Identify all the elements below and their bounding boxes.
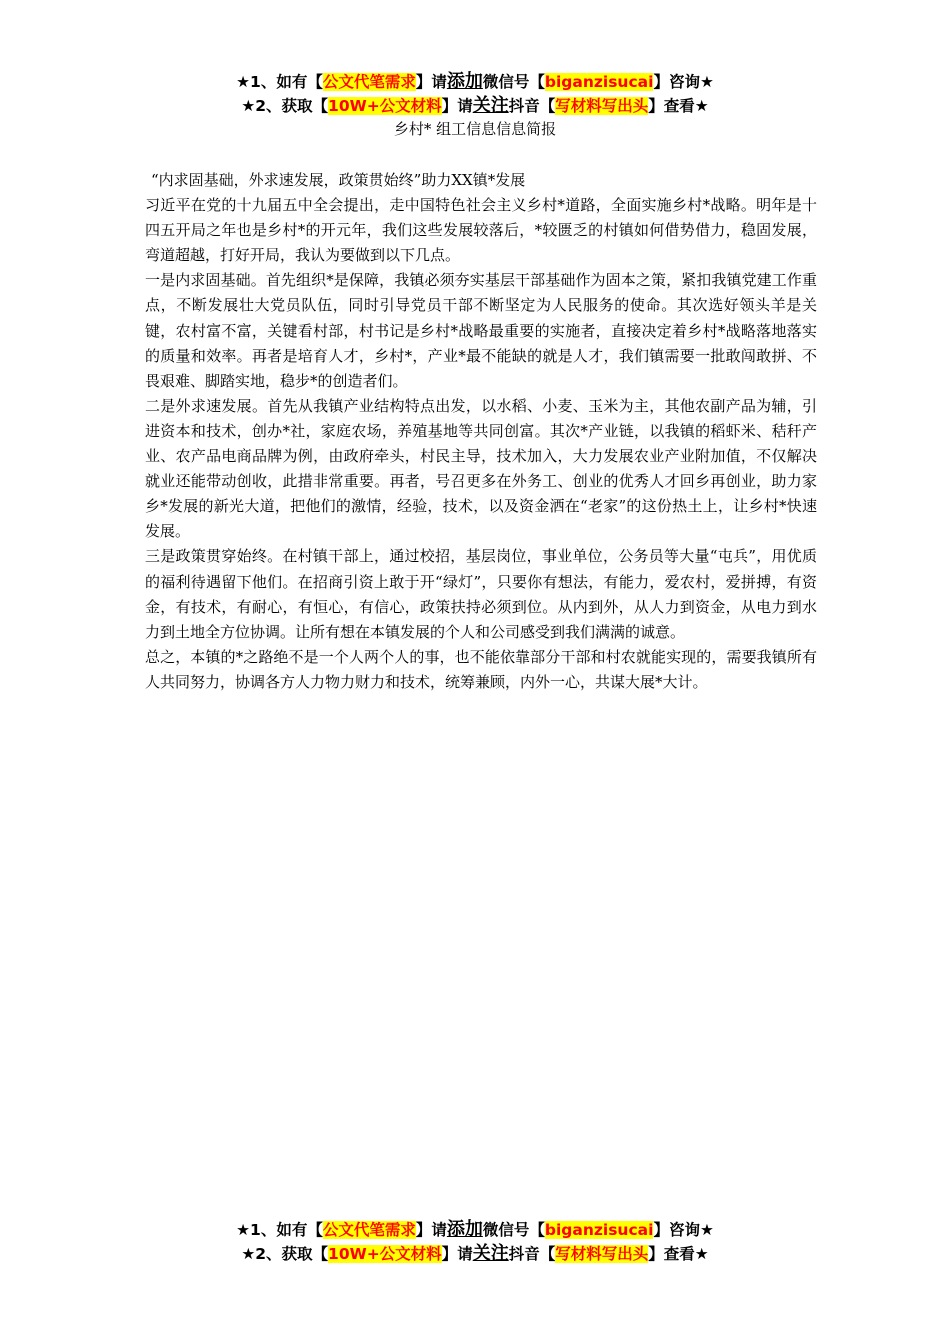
banner-highlight: biganzisucai <box>544 1221 654 1239</box>
banner-emphasis: 添加 <box>446 1219 483 1240</box>
banner-emphasis: 关注 <box>472 95 509 116</box>
body-paragraph: 一是内求固基础。首先组织*是保障，我镇必须夯实基层干部基础作为固本之策，紧扣我镇党建工作重点，不断发展壮大党员队伍，同时引导党员干部不断坚定为人民服务的使命。其次选好领头羊是关键，农村富不富，关键看村部，村书记是乡村*战略最重要的实施者，直接决定着乡村*战略落地落实的质量和效率。再者是培育人才，乡村*，产业*最不能缺的就是人才，我们镇需要一批敢闯敢拼、不畏艰难、脚踏实地，稳步*的创造者们。 <box>145 271 817 390</box>
document-title: 乡村* 组工信息信息简报 <box>393 120 557 138</box>
banner-highlight: 10W+公文材料 <box>328 97 442 115</box>
banner-highlight: 公文代笔需求 <box>322 73 416 91</box>
banner-line-2 <box>0 94 950 118</box>
body-paragraph: 习近平在党的十九届五中全会提出，走中国特色社会主义乡村*道路，全面实施乡村*战略。明年是十四五开局之年也是乡村*的开元年，我们这些发展较落后，*较匮乏的村镇如何借势借力，稳固发展，弯道超越，打好开局，我认为要做到以下几点。 <box>145 196 817 265</box>
banner-text: ★1、如有【 <box>236 1221 323 1239</box>
body-paragraph: 总之，本镇的*之路绝不是一个人两个人的事，也不能依靠部分干部和村农就能实现的，需要我镇所有人共同努力，协调各方人力物力财力和技术，统筹兼顾，内外一心，共谋大展*大计。 <box>145 647 817 691</box>
banner-line-2 <box>0 1242 950 1266</box>
banner-text: ★1、如有【 <box>236 73 323 91</box>
banner-text: 】查看★ <box>648 97 709 115</box>
banner-text: 】查看★ <box>648 1245 709 1263</box>
banner-text: 微信号【 <box>482 1221 545 1239</box>
banner-text: 】咨询★ <box>653 73 714 91</box>
body-paragraph: 二是外求速发展。首先从我镇产业结构特点出发，以水稻、小麦、玉米为主，其他农副产品为辅，引进资本和技术，创办*社，家庭农场，养殖基地等共同创富。其次*产业链，以我镇的稻虾米、秸秆产业、农产品电商品牌为例，由政府牵头，村民主导，技术加入，大力发展农业产业附加值，不仅解决就业还能带动创收，此措非常重要。再者，号召更多在外务工、创业的优秀人才回乡再创业，助力家乡*发展的新光大道，把他们的激情，经验，技术，以及资金洒在“老家”的这份热土上，让乡村*快速发展。 <box>145 396 817 541</box>
banner-text: 】请 <box>441 1245 473 1263</box>
banner-text: ★2、获取【 <box>241 97 329 115</box>
banner-text: 】咨询★ <box>653 1221 714 1239</box>
banner-highlight: 写材料写出头 <box>555 97 649 115</box>
top-ad-banner <box>0 70 950 118</box>
banner-text: 】请 <box>441 97 473 115</box>
banner-text: 抖音【 <box>508 97 556 115</box>
banner-highlight: 公文代笔需求 <box>322 1221 416 1239</box>
document-headline: “内求固基础，外求速发展，政策贯始终”助力XX镇*发展 <box>151 171 526 189</box>
banner-highlight: 10W+公文材料 <box>328 1245 442 1263</box>
banner-emphasis: 添加 <box>446 71 483 92</box>
banner-highlight: biganzisucai <box>544 73 654 91</box>
banner-text: 】请 <box>415 1221 447 1239</box>
banner-emphasis: 关注 <box>472 1243 509 1264</box>
body-paragraph: 三是政策贯穿始终。在村镇干部上，通过校招，基层岗位，事业单位，公务员等大量“屯兵”，用优质的福利待遇留下他们。在招商引资上敢于开“绿灯”，只要你有想法，有能力，爱农村，爱拼搏，有资金，有技术，有耐心，有恒心，有信心，政策扶持必须到位。从内到外，从人力到资金，从电力到水力到土地全方位协调。让所有想在本镇发展的个人和公司感受到我们满满的诚意。 <box>145 547 817 641</box>
banner-text: 】请 <box>415 73 447 91</box>
bottom-ad-banner <box>0 1218 950 1266</box>
banner-highlight: 写材料写出头 <box>555 1245 649 1263</box>
banner-text: 抖音【 <box>508 1245 556 1263</box>
document-body <box>145 168 817 695</box>
banner-line-1 <box>0 70 950 94</box>
banner-text: 微信号【 <box>482 73 545 91</box>
banner-line-1 <box>0 1218 950 1242</box>
banner-text: ★2、获取【 <box>241 1245 329 1263</box>
